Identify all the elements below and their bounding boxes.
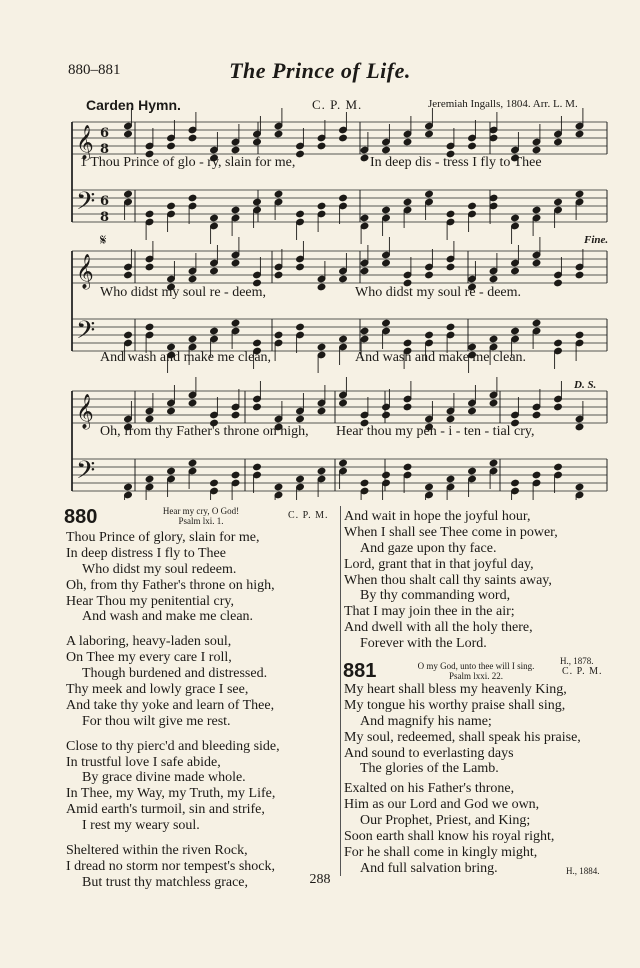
note-head [425, 271, 434, 279]
hymn-meter-880: C. P. M. [288, 510, 329, 521]
column-divider [340, 506, 341, 876]
note-head [124, 190, 133, 198]
note-head [231, 146, 240, 154]
note-head [296, 323, 305, 331]
note-head [253, 198, 262, 206]
note-head [511, 479, 520, 487]
note-head [339, 335, 348, 343]
note-head [296, 210, 305, 218]
note-head [468, 142, 477, 150]
note-head [468, 202, 477, 210]
note-head [489, 335, 498, 343]
note-head [296, 415, 305, 423]
time-sig-top: 6 [100, 126, 110, 141]
fine-mark: Fine. [584, 234, 609, 246]
hymn-number-881: 881 [343, 660, 377, 682]
note-head [575, 423, 584, 431]
note-head [231, 471, 240, 479]
hymn-range: 880–881 [68, 62, 121, 78]
bass-clef: 𝄢 [76, 456, 96, 491]
note-head [554, 198, 563, 206]
note-head [188, 399, 197, 407]
treble-clef: 𝄞 [76, 254, 94, 289]
note-head [296, 263, 305, 271]
note-head [253, 403, 262, 411]
hymn-880-text: Thou Prince of glory, slain for me, In deep distress I fly to Thee Who didst my soul redeem. Oh, from thy Father's throne on high, Hear Thou my penitential cry, And wash and make me clean. A laboring, heavy-laden soul, On Thee my every care I roll, Though burdened and distressed. Thy meek and lowly grace I see, And take thy yoke and learn of Thee, For thou wilt give me rest. Close to thy pierc'd and bleeding side, In trustful love I safe abide, By grace divine made whole. In Thee, my Way, my Truth, my Life, Amid earth's turmoil, sin and strife, I rest my weary soul. Sheltered within the riven Rock, I dread no storm nor tempest's shock, But trust thy matchless grace, [66, 530, 280, 890]
lyric-line-1b: In deep dis - tress I fly to Thee [370, 155, 542, 170]
note-head [554, 463, 563, 471]
note-head [511, 267, 520, 275]
time-sig-bottom: 8 [100, 142, 110, 157]
lyric-line-2b: Who didst my soul re - deem. [355, 285, 522, 300]
note-head [188, 335, 197, 343]
note-head [339, 275, 348, 283]
note-head [360, 267, 369, 275]
note-head [468, 407, 477, 415]
note-head [446, 323, 455, 331]
note-head [167, 142, 176, 150]
note-head [403, 198, 412, 206]
note-head [317, 343, 326, 351]
note-head [339, 194, 348, 202]
note-head [554, 339, 563, 347]
note-head [425, 483, 434, 491]
note-head [468, 467, 477, 475]
note-head [253, 138, 262, 146]
note-head [403, 138, 412, 146]
treble-clef: 𝄞 [76, 394, 94, 429]
note-head [554, 403, 563, 411]
bass-clef: 𝄢 [76, 316, 96, 351]
note-head [382, 411, 391, 419]
note-head [339, 134, 348, 142]
note-head [403, 339, 412, 347]
note-head [296, 475, 305, 483]
note-head [382, 146, 391, 154]
note-head [382, 471, 391, 479]
note-head [532, 206, 541, 214]
note-head [231, 411, 240, 419]
note-head [145, 475, 154, 483]
time-sig-top: 6 [100, 194, 110, 209]
note-head [403, 463, 412, 471]
hymn-meter-881: C. P. M. [562, 666, 603, 677]
note-head [145, 323, 154, 331]
note-head [425, 190, 434, 198]
note-head [145, 415, 154, 423]
note-head [124, 483, 133, 491]
note-head [403, 403, 412, 411]
note-head [145, 263, 154, 271]
note-head [446, 415, 455, 423]
note-head [360, 154, 369, 162]
note-head [575, 331, 584, 339]
segno-mark: 𝄋 [100, 233, 107, 249]
note-head [253, 463, 262, 471]
note-head [489, 275, 498, 283]
da-segno-mark: D. S. [574, 379, 597, 391]
note-head [382, 206, 391, 214]
note-head [188, 134, 197, 142]
note-head [210, 214, 219, 222]
note-head [274, 331, 283, 339]
note-head [532, 259, 541, 267]
page-number: 288 [309, 872, 331, 887]
note-head [446, 475, 455, 483]
note-head [382, 259, 391, 267]
lyric-line-3b: And wash and make me clean. [355, 350, 527, 365]
note-head [274, 190, 283, 198]
note-head [317, 407, 326, 415]
note-head [167, 202, 176, 210]
note-head [489, 459, 498, 467]
note-head [446, 263, 455, 271]
note-head [360, 214, 369, 222]
hymn-881-text: My heart shall bless my heavenly King, My tongue his worthy praise shall sing, And magnify his name; My soul, redeemed, shall speak his praise, And sound to everlasting days The glories of the Lamb. Exalted on his Father's throne, Him as our Lord and God we own, Our Prophet, Priest, and King; Soon earth shall know his royal right, For he shall come in kingly might, And full salvation bring. [344, 682, 581, 876]
lyric-line-2a: Who didst my soul re - deem, [100, 285, 267, 300]
note-head [274, 483, 283, 491]
bass-clef: 𝄢 [76, 187, 96, 222]
note-head [575, 130, 584, 138]
hymn-880-continued: And wait in hope the joyful hour, When I shall see Thee come in power, And gaze upon thy face. Lord, grant that in that joyful day, When thou shalt call thy saints away, By thy commanding word, That I may join thee in the air; And dwell with all the holy there, Forever with the Lord. [344, 509, 558, 652]
tune-name: Carden Hymn. [86, 97, 181, 113]
note-head [532, 471, 541, 479]
note-head [145, 210, 154, 218]
note-head [554, 279, 563, 287]
note-head [274, 130, 283, 138]
note-head [124, 130, 133, 138]
note-head [210, 267, 219, 275]
note-head [167, 467, 176, 475]
note-head [532, 146, 541, 154]
note-head [511, 214, 520, 222]
treble-clef: 𝄞 [76, 125, 94, 160]
lyric-line-3a: And wash and make me clean, [100, 350, 272, 365]
note-head [532, 319, 541, 327]
note-head [274, 271, 283, 279]
lyric-line-4a: Oh, from thy Father's throne on high, [100, 424, 309, 439]
page-title: The Prince of Life. [229, 58, 411, 83]
note-head [575, 271, 584, 279]
time-sig-bottom: 8 [100, 210, 110, 225]
note-head [446, 210, 455, 218]
note-head [124, 271, 133, 279]
note-head [575, 190, 584, 198]
scripture-ref-881: O my God, unto thee will I sing. Psalm lxxi. 22. [417, 661, 535, 681]
lyric-line-1a: 1 Thou Prince of glo - ry, slain for me, [80, 155, 296, 170]
note-head [317, 283, 326, 291]
note-head [231, 319, 240, 327]
note-head [511, 327, 520, 335]
note-head [231, 206, 240, 214]
note-head [382, 319, 391, 327]
note-head [360, 479, 369, 487]
attribution-880: H., 1878. [560, 656, 594, 666]
note-head [231, 259, 240, 267]
note-head [425, 130, 434, 138]
note-head [124, 331, 133, 339]
tune-meter: C. P. M. [312, 97, 363, 112]
note-head [188, 459, 197, 467]
note-head [425, 331, 434, 339]
note-head [188, 194, 197, 202]
note-head [317, 202, 326, 210]
scripture-ref-880: Hear my cry, O God! Psalm lxi. 1. [162, 506, 240, 526]
note-head [489, 399, 498, 407]
note-head [575, 483, 584, 491]
note-head [554, 138, 563, 146]
note-head [188, 275, 197, 283]
lyric-line-4b: Hear thou my pen - i - ten - tial cry, [336, 424, 535, 439]
note-head [210, 479, 219, 487]
note-head [317, 467, 326, 475]
composer-credit: Jeremiah Ingalls, 1804. Arr. L. M. [428, 98, 578, 110]
note-head [210, 327, 219, 335]
note-head [317, 142, 326, 150]
note-head [360, 327, 369, 335]
hymn-number-880: 880 [64, 506, 98, 528]
note-head [339, 459, 348, 467]
attribution-881: H., 1884. [566, 866, 600, 876]
note-head [339, 399, 348, 407]
note-head [296, 150, 305, 158]
note-head [253, 339, 262, 347]
note-head [532, 411, 541, 419]
note-head [167, 407, 176, 415]
